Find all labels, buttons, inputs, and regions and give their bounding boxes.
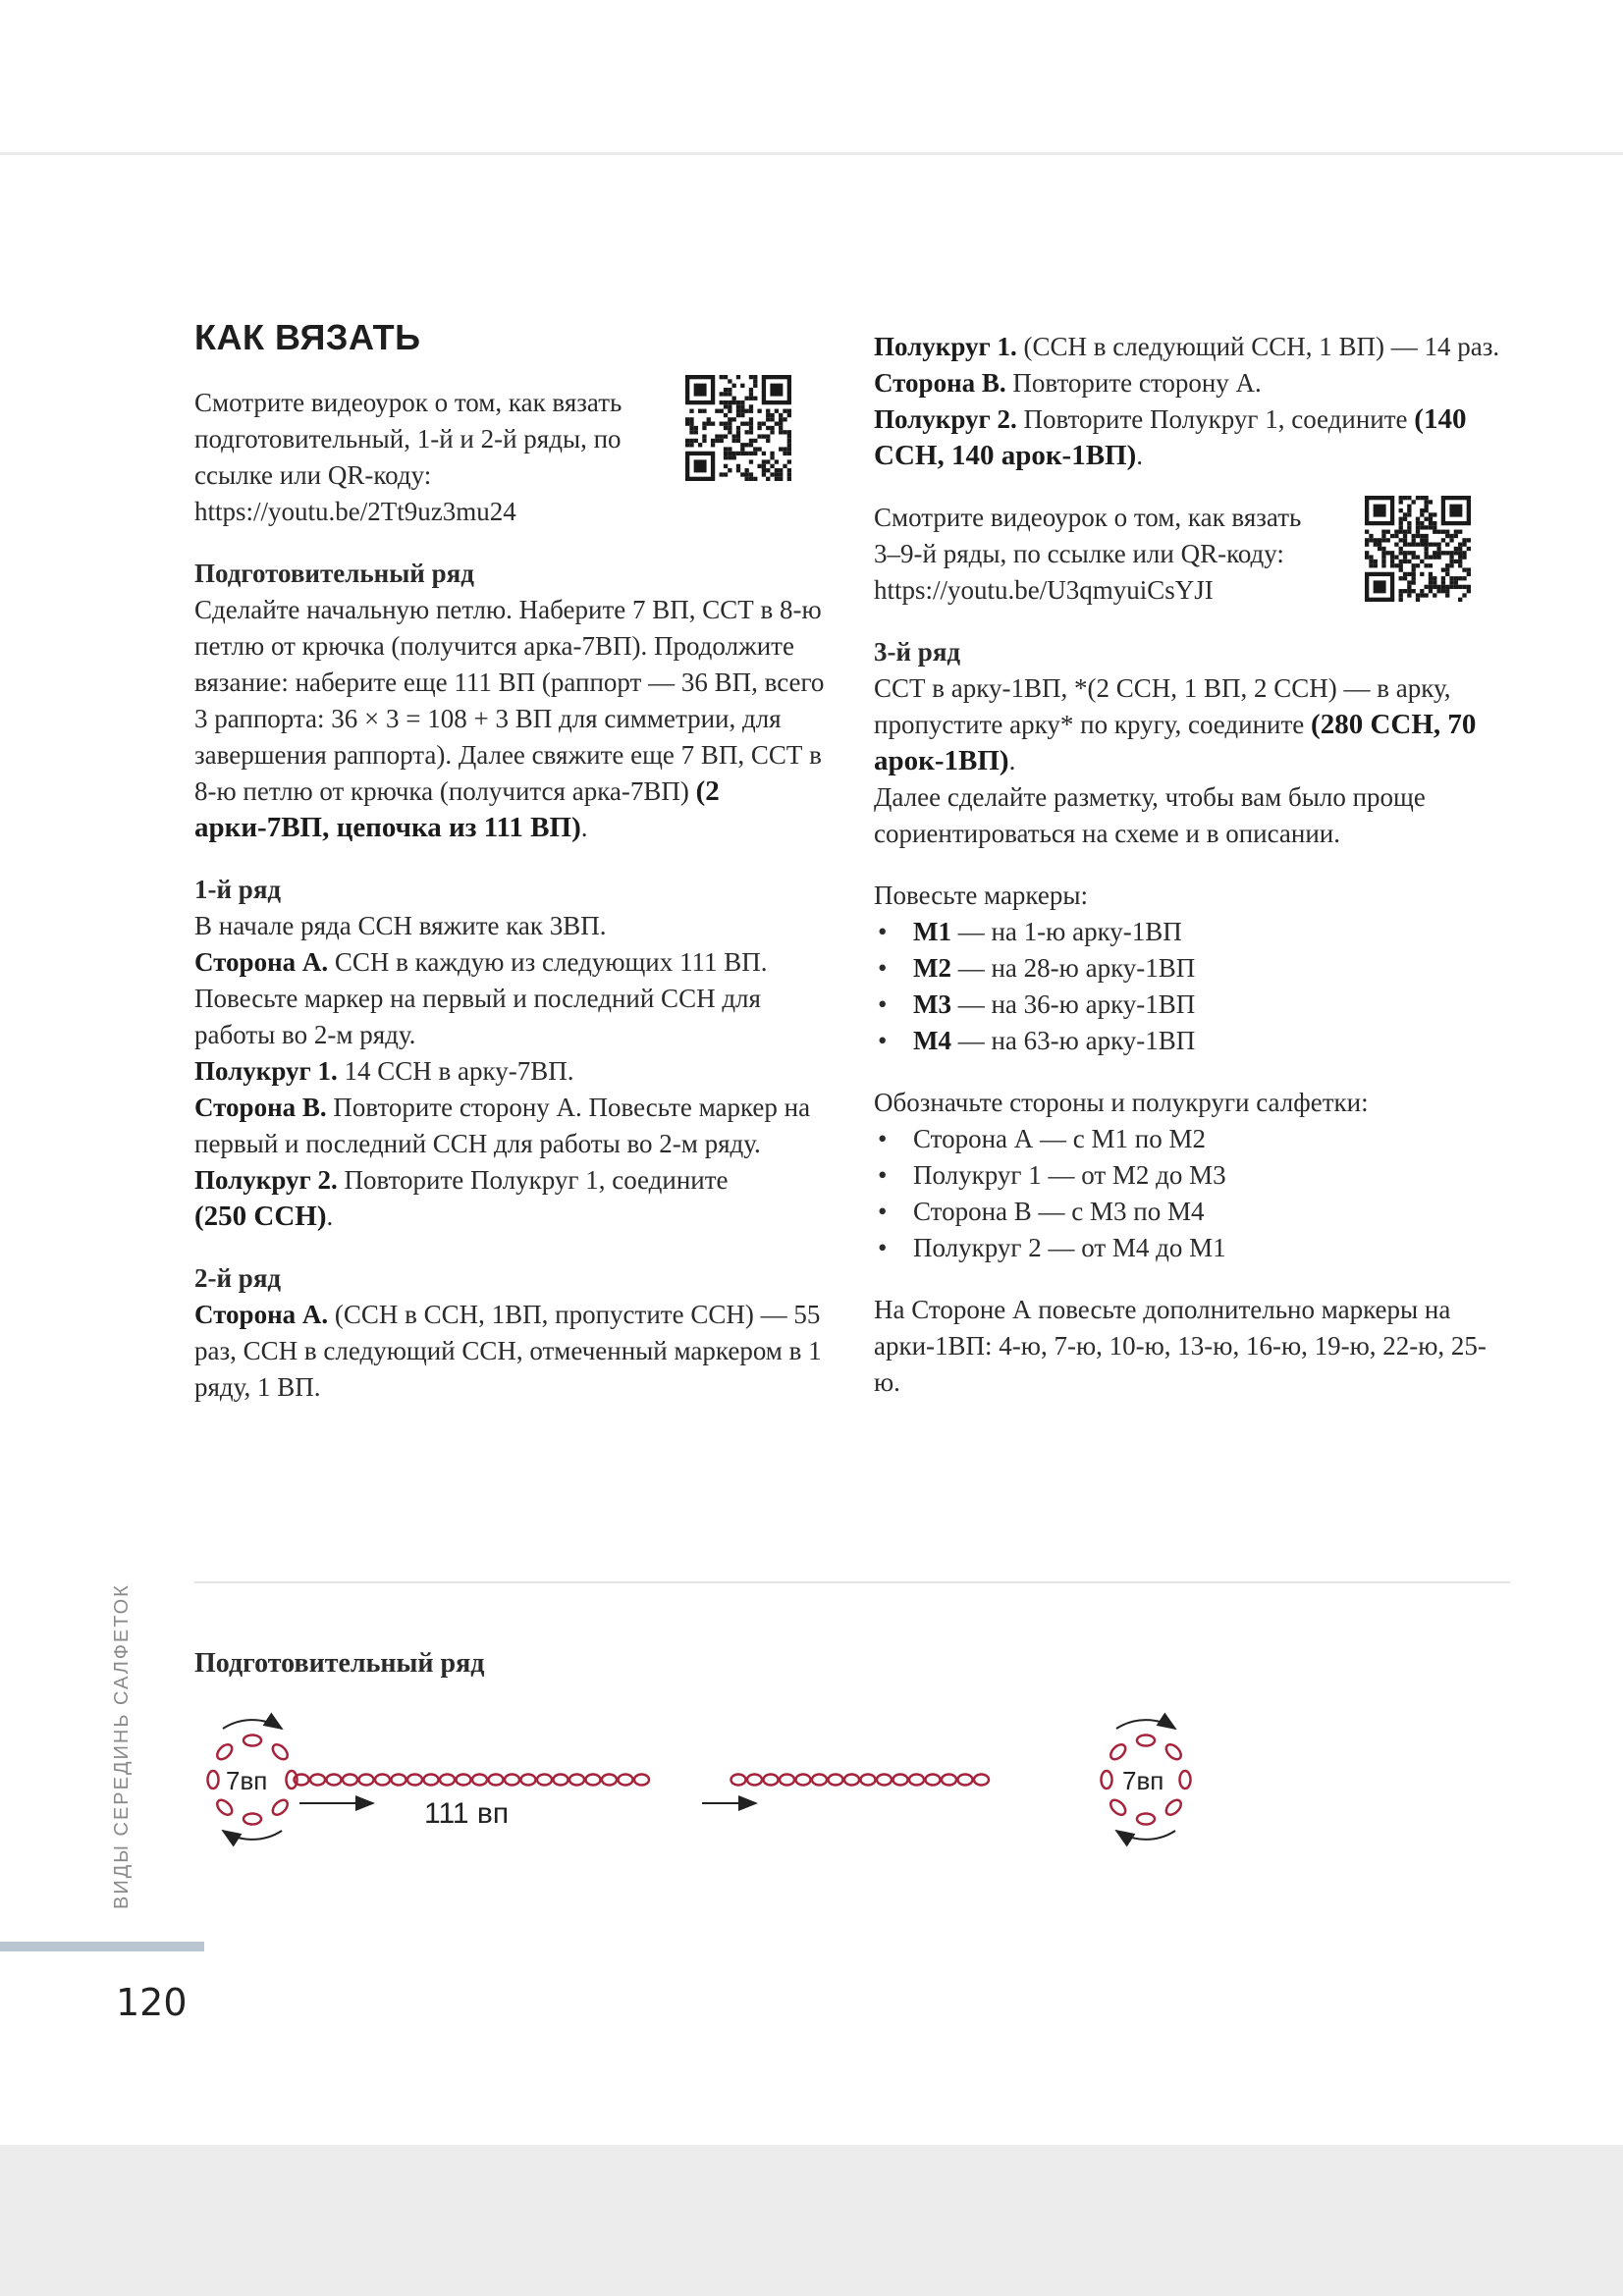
row1-half1 bbox=[194, 1053, 833, 1090]
list-item bbox=[874, 1023, 1512, 1059]
arch-stitch bbox=[1108, 1741, 1128, 1762]
marker-text: — на 28-ю арку-1ВП bbox=[950, 953, 1196, 983]
arch-stitch bbox=[243, 1735, 261, 1746]
chain-stitch bbox=[554, 1775, 568, 1786]
row3-result: (280 ССН, 70 арок-1ВП) bbox=[874, 709, 1477, 776]
chain-stitch bbox=[619, 1775, 633, 1786]
chain-stitch bbox=[634, 1775, 649, 1786]
row2-side-a bbox=[194, 1297, 833, 1406]
half2-result: (140 ССН, 140 арок-1ВП) bbox=[874, 403, 1467, 471]
row1-half1-text: 14 ССН в арку-7ВП. bbox=[337, 1056, 574, 1086]
side-b-text: Повторите сторону А. bbox=[1005, 368, 1262, 398]
marker-label: М2 bbox=[913, 953, 951, 983]
half2 bbox=[874, 401, 1512, 474]
arch-stitch bbox=[270, 1797, 291, 1818]
markers-list bbox=[874, 914, 1512, 1059]
row1-half2 bbox=[194, 1162, 833, 1199]
marker-label: М1 bbox=[913, 917, 951, 946]
chain-stitch bbox=[747, 1775, 762, 1786]
crochet-chain-diagram bbox=[191, 1703, 1232, 1850]
list-item: • Сторона А — с М1 по М2 bbox=[874, 1121, 1512, 1157]
list-item bbox=[874, 987, 1512, 1023]
video-link-text-1: Смотрите видеоурок о том, как вязать подготовительный, 1-й и 2-й ряды, по ссылке или QR-коду: https://youtu.be/2Tt9uz3mu24 bbox=[194, 388, 622, 526]
row1-side-b-label: Сторона В. bbox=[194, 1093, 327, 1122]
prep-row-heading: Подготовительный ряд bbox=[194, 559, 474, 588]
marker-text: — на 1-ю арку-1ВП bbox=[950, 917, 1182, 946]
list-item bbox=[874, 950, 1512, 987]
page-top-line bbox=[0, 152, 1623, 155]
chain-stitch bbox=[764, 1775, 779, 1786]
row3-end: . bbox=[1008, 746, 1016, 775]
chain-stitch bbox=[569, 1775, 584, 1786]
right-column bbox=[874, 329, 1512, 1401]
row3-heading: 3-й ряд bbox=[874, 637, 961, 667]
section-side-label: ВИДЫ СЕРЕДИНЬ САЛФЕТОК bbox=[111, 1583, 133, 1909]
marker-text: — на 63-ю арку-1ВП bbox=[950, 1026, 1196, 1055]
arch-right-label: 7вп bbox=[1122, 1766, 1164, 1795]
page-bottom-band bbox=[0, 2145, 1623, 2296]
row3-text2: Далее сделайте разметку, чтобы вам было проще сориентироваться на схеме и в описании. bbox=[874, 782, 1426, 848]
video-link-text-2: Смотрите видеоурок о том, как вязать 3–9-й ряды, по ссылке или QR-коду: https://youtu.be/U3qmyuiCsYJI bbox=[874, 503, 1302, 605]
list-item: • Полукруг 2 — от М4 до М1 bbox=[874, 1230, 1512, 1266]
chain-stitch bbox=[586, 1775, 601, 1786]
page-title: КАК ВЯЗАТЬ bbox=[194, 317, 421, 357]
arch-left-label: 7вп bbox=[226, 1766, 268, 1795]
chain-count-label: 111 вп bbox=[424, 1797, 510, 1830]
list-item: • Сторона В — с М3 по М4 bbox=[874, 1194, 1512, 1230]
chain-stitch bbox=[974, 1775, 989, 1786]
arch-stitch bbox=[243, 1814, 261, 1825]
marker-label: М4 bbox=[913, 1026, 951, 1055]
row1-side-a-label: Сторона А. bbox=[194, 947, 329, 977]
qr-code-1[interactable] bbox=[685, 375, 791, 481]
half1 bbox=[874, 329, 1512, 365]
arch-stitch bbox=[1108, 1797, 1128, 1818]
arch-stitch bbox=[1163, 1741, 1184, 1762]
arch-stitch bbox=[1137, 1814, 1155, 1825]
row2-side-a-label: Сторона А. bbox=[194, 1300, 329, 1329]
chain-stitches-right bbox=[731, 1775, 990, 1786]
markers-intro: Повесьте маркеры: bbox=[874, 881, 1089, 910]
row1-half1-label: Полукруг 1. bbox=[194, 1056, 338, 1086]
row1-result-line bbox=[194, 1199, 833, 1235]
marker-label: М3 bbox=[913, 989, 951, 1019]
chain-stitch bbox=[424, 1775, 439, 1786]
arch-stitch bbox=[214, 1797, 235, 1818]
chain-stitch bbox=[812, 1775, 827, 1786]
chain-stitch bbox=[310, 1775, 325, 1786]
list-item bbox=[874, 914, 1512, 950]
row1-side-a-text: ССН в каждую из следующих 111 ВП. Повесьте маркер на первый и последний ССН для работы во 2-м ряду. bbox=[194, 947, 768, 1049]
row1-side-a bbox=[194, 944, 833, 1053]
row1-line1: В начале ряда ССН вяжите как 3ВП. bbox=[194, 911, 607, 940]
row1-side-b-text: Повторите сторону А. Повесьте маркер на первый и последний ССН для работы во 2-м ряду. bbox=[194, 1093, 811, 1158]
sides-intro: Обозначьте стороны и полукруги салфетки: bbox=[874, 1088, 1369, 1117]
section-divider bbox=[194, 1581, 1510, 1583]
row2-side-a-text: (ССН в ССН, 1ВП, пропустите ССН) — 55 раз, ССН в следующий ССН, отмеченный маркером в 1 ряду, 1 ВП. bbox=[194, 1300, 822, 1402]
chain-stitch bbox=[893, 1775, 908, 1786]
prep-row-text bbox=[194, 592, 833, 846]
half2-text: Повторите Полукруг 1, соедините bbox=[1016, 404, 1415, 434]
prep-row-body: Сделайте начальную петлю. Наберите 7 ВП, ССТ в 8-ю петлю от крючка (получится арка-7ВП). Продолжите вязание: наберите еще 111 ВП (раппорт — 36 ВП, всего 3 раппорта: 36 × 3 = 108 + 3 ВП для симметрии, для завершения раппорта). Далее свяжите еще 7 ВП, ССТ в 8-ю петлю от крючка (получится арка-7ВП) bbox=[194, 595, 825, 806]
row3-text bbox=[874, 670, 1512, 779]
arch-stitch bbox=[1180, 1771, 1191, 1789]
half1-text: (ССН в следующий ССН, 1 ВП) — 14 раз. bbox=[1016, 332, 1500, 361]
chain-stitch bbox=[861, 1775, 876, 1786]
diagram-title: Подготовительный ряд bbox=[194, 1648, 485, 1679]
chain-stitch bbox=[829, 1775, 843, 1786]
chain-stitch bbox=[407, 1775, 422, 1786]
row1-side-b bbox=[194, 1090, 833, 1162]
side-b-label: Сторона В. bbox=[874, 368, 1006, 398]
prep-row-result: (2 арки-7ВП, цепочка из 111 ВП) bbox=[194, 775, 720, 843]
chain-stitch bbox=[796, 1775, 811, 1786]
chain-stitch bbox=[942, 1775, 956, 1786]
chain-stitch bbox=[327, 1775, 342, 1786]
page-number: 120 bbox=[116, 1981, 188, 2024]
chain-stitch bbox=[375, 1775, 390, 1786]
prep-row-end: . bbox=[580, 813, 588, 842]
chain-stitch bbox=[392, 1775, 406, 1786]
row2-heading: 2-й ряд bbox=[194, 1263, 282, 1293]
chain-stitch bbox=[909, 1775, 924, 1786]
qr-code-2[interactable] bbox=[1365, 496, 1471, 602]
video-block-1 bbox=[194, 385, 833, 530]
half2-label: Полукруг 2. bbox=[874, 404, 1017, 434]
arch-arrow bbox=[223, 1720, 282, 1729]
video-block-2 bbox=[874, 500, 1512, 609]
arch-stitch bbox=[287, 1771, 298, 1789]
side-b bbox=[874, 365, 1512, 401]
chain-stitch bbox=[877, 1775, 892, 1786]
arch-stitch bbox=[214, 1741, 235, 1762]
half1-label: Полукруг 1. bbox=[874, 332, 1017, 361]
chain-stitch bbox=[844, 1775, 859, 1786]
chain-stitch bbox=[343, 1775, 357, 1786]
chain-stitch bbox=[472, 1775, 487, 1786]
row1-result-end: . bbox=[326, 1201, 334, 1231]
chain-stitch bbox=[505, 1775, 519, 1786]
chain-stitch bbox=[602, 1775, 617, 1786]
chain-stitch bbox=[359, 1775, 374, 1786]
row3-body: ССТ в арку-1ВП, *(2 ССН, 1 ВП, 2 ССН) — в арку, пропустите арку* по кругу, соедините bbox=[874, 673, 1451, 739]
row1-heading: 1-й ряд bbox=[194, 875, 282, 904]
extra-markers-text: На Стороне А повесьте дополнительно маркеры на арки-1ВП: 4-ю, 7-ю, 10-ю, 13-ю, 16-ю, 19-ю, 22-ю, 25-ю. bbox=[874, 1295, 1487, 1397]
list-item: • Полукруг 1 — от М2 до М3 bbox=[874, 1157, 1512, 1194]
arch-arrow bbox=[1116, 1831, 1175, 1840]
sides-list bbox=[874, 1121, 1512, 1266]
chain-stitches-left bbox=[295, 1775, 650, 1786]
arch-arrow bbox=[1116, 1720, 1175, 1729]
row1-half2-label: Полукруг 2. bbox=[194, 1165, 338, 1195]
left-column bbox=[194, 319, 833, 1406]
arch-stitch bbox=[270, 1741, 291, 1762]
arch-stitch bbox=[1163, 1797, 1184, 1818]
arch-stitch bbox=[1137, 1735, 1155, 1746]
side-accent-bar bbox=[0, 1942, 204, 1951]
arch-stitch bbox=[208, 1771, 219, 1789]
chain-stitch bbox=[958, 1775, 973, 1786]
chain-stitch bbox=[457, 1775, 471, 1786]
chain-stitch bbox=[780, 1775, 794, 1786]
row1-half2-text: Повторите Полукруг 1, соедините bbox=[337, 1165, 729, 1195]
half2-end: . bbox=[1136, 441, 1143, 470]
chain-stitch bbox=[731, 1775, 746, 1786]
chain-stitch bbox=[537, 1775, 552, 1786]
arch-arrow bbox=[223, 1831, 282, 1840]
marker-text: — на 36-ю арку-1ВП bbox=[950, 989, 1196, 1019]
chain-stitch bbox=[521, 1775, 536, 1786]
chain-stitch bbox=[926, 1775, 941, 1786]
chain-stitch bbox=[489, 1775, 504, 1786]
row1-result: (250 ССН) bbox=[194, 1201, 327, 1232]
chain-stitch bbox=[440, 1775, 455, 1786]
arch-stitch bbox=[1102, 1771, 1112, 1789]
